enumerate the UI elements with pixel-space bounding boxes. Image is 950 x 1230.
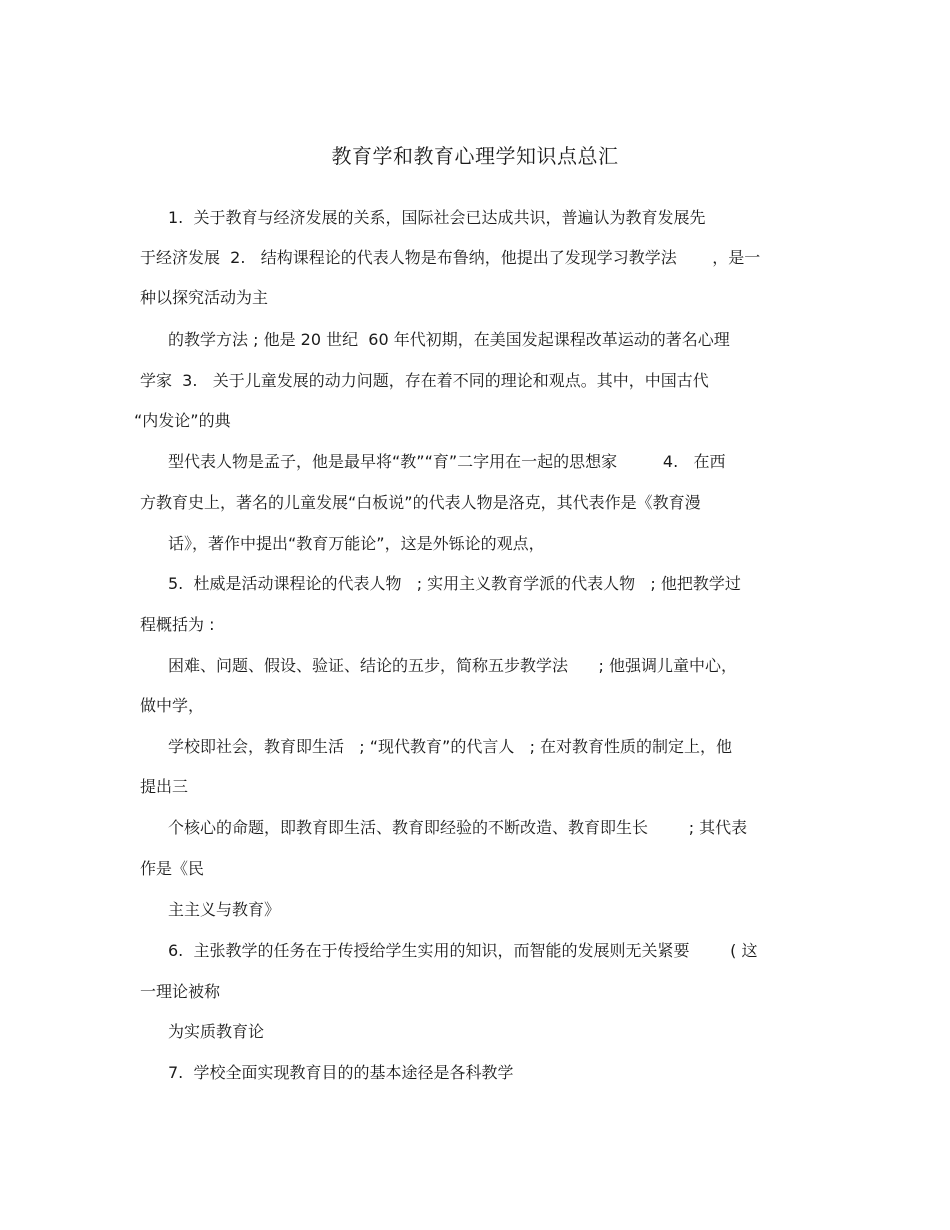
- text-line: 做中学，: [140, 696, 205, 715]
- text-line: 1. 关于教育与经济发展的关系，国际社会已达成共识，普遍认为教育发展先: [168, 208, 706, 227]
- text-line: 学家 3. 关于儿童发展的动力问题，存在着不同的理论和观点。其中，中国古代: [140, 371, 709, 390]
- text-line: 提出三: [140, 777, 189, 796]
- text-line: 5. 杜威是活动课程论的代表人物 ; 实用主义教育学派的代表人物 ; 他把教学过: [168, 574, 741, 593]
- text-line: 6. 主张教学的任务在于传授给学生实用的知识，而智能的发展则无关紧要 ( 这: [168, 941, 758, 960]
- text-line: 的教学方法 ; 他是 20 世纪 60 年代初期，在美国发起课程改革运动的著名心理: [168, 330, 730, 349]
- document-title: 教育学和教育心理学知识点总汇: [331, 144, 619, 168]
- text-line: 型代表人物是孟子，他是最早将“教”“育”二字用在一起的思想家 4. 在西: [168, 452, 726, 471]
- text-line: 种以探究活动为主: [140, 288, 269, 307]
- text-line: 困难、问题、假设、验证、结论的五步，简称五步教学法 ; 他强调儿童中心，: [168, 656, 737, 675]
- text-line: 7. 学校全面实现教育目的的基本途径是各科教学: [168, 1063, 514, 1082]
- text-line: 于经济发展 2. 结构课程论的代表人物是布鲁纳，他提出了发现学习教学法 ，是一: [140, 248, 761, 267]
- text-line: 一理论被称: [140, 982, 221, 1001]
- text-line: 主主义与教育》: [168, 900, 281, 919]
- text-line: 作是《民: [140, 859, 205, 878]
- text-line: 方教育史上，著名的儿童发展“白板说”的代表人物是洛克，其代表作是《教育漫: [140, 493, 701, 512]
- text-line: 程概括为 :: [140, 615, 215, 634]
- text-line: “内发论”的典: [134, 411, 231, 430]
- text-line: 个核心的命题，即教育即生活、教育即经验的不断改造、教育即生长 ; 其代表: [168, 818, 748, 837]
- text-line: 为实质教育论: [168, 1022, 265, 1041]
- text-line: 学校即社会，教育即生活 ; “现代教育”的代言人 ; 在对教育性质的制定上，他: [168, 737, 733, 756]
- text-line: 话》，著作中提出“教育万能论”，这是外铄论的观点，: [168, 534, 545, 553]
